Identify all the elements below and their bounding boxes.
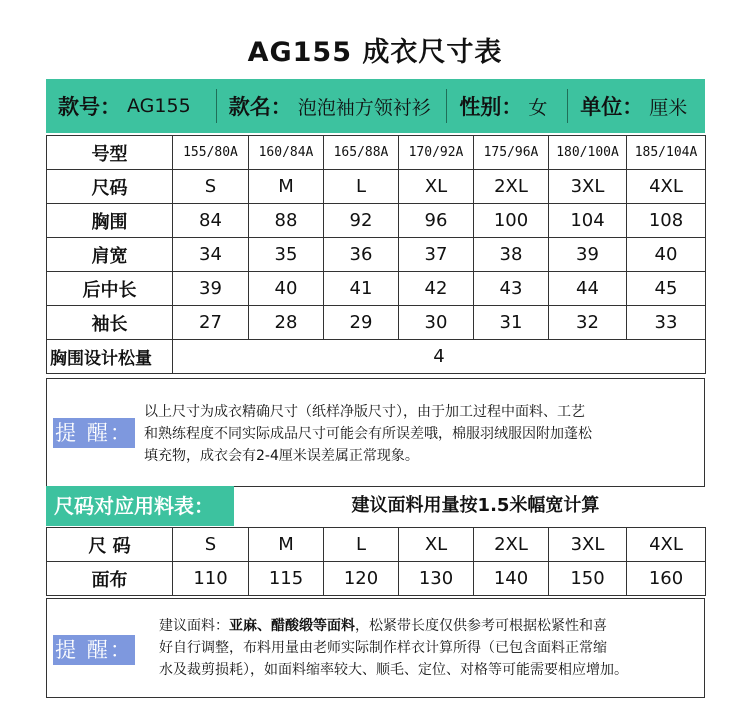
table-cell: 96 — [399, 204, 474, 238]
fabric-note: 建议面料用量按1.5米幅宽计算 — [351, 495, 600, 516]
fabric-header — [46, 486, 705, 526]
table-cell: 130 — [399, 562, 474, 596]
reminder-line: 填充物，成衣会有2-4厘米误差属正常现象。 — [144, 448, 419, 464]
table-row — [47, 306, 706, 340]
row-label: 面布 — [47, 562, 173, 596]
style-number-value: AG155 — [127, 95, 191, 117]
table-row — [47, 204, 706, 238]
table-cell: 160 — [627, 562, 706, 596]
table-cell: 32 — [549, 306, 627, 340]
table-cell: 155/80A — [173, 136, 249, 170]
reminder-badge: 提 醒： — [53, 635, 135, 665]
table-cell: L — [324, 170, 399, 204]
fabric-tag: 尺码对应用料表： — [46, 486, 234, 526]
gender — [447, 89, 568, 123]
table-cell: 44 — [549, 272, 627, 306]
reminder-emphasis: 亚麻、醋酸缎等面料 — [229, 618, 355, 634]
table-row — [47, 528, 706, 562]
table-cell: 34 — [173, 238, 249, 272]
fabric-table — [46, 527, 706, 596]
table-cell: 165/88A — [324, 136, 399, 170]
table-cell: 92 — [324, 204, 399, 238]
table-row — [47, 136, 706, 170]
table-cell: M — [249, 170, 324, 204]
table-cell: 27 — [173, 306, 249, 340]
reminder-text — [144, 401, 700, 467]
table-cell: 160/84A — [249, 136, 324, 170]
style-name — [217, 89, 448, 123]
table-cell: L — [324, 528, 399, 562]
reminder-line: 以上尺寸为成衣精确尺寸（纸样净版尺寸），由于加工过程中面料、工艺 — [144, 404, 585, 420]
table-cell: 150 — [549, 562, 627, 596]
table-cell: 33 — [627, 306, 706, 340]
style-number — [46, 89, 217, 123]
table-cell: 28 — [249, 306, 324, 340]
table-cell: S — [173, 170, 249, 204]
table-cell: 4XL — [627, 528, 706, 562]
row-label: 尺码 — [47, 170, 173, 204]
unit — [568, 89, 705, 123]
table-row — [47, 238, 706, 272]
table-cell: 170/92A — [399, 136, 474, 170]
table-cell: 29 — [324, 306, 399, 340]
gender-key: 性别： — [459, 95, 523, 119]
table-cell: 84 — [173, 204, 249, 238]
table-cell: 100 — [474, 204, 549, 238]
table-cell: 45 — [627, 272, 706, 306]
table-cell: 40 — [249, 272, 324, 306]
table-cell: 38 — [474, 238, 549, 272]
table-cell: 2XL — [474, 170, 549, 204]
table-cell: 39 — [549, 238, 627, 272]
table-cell: 36 — [324, 238, 399, 272]
table-cell: 4XL — [627, 170, 706, 204]
reminder-line: 和熟练程度不同实际成品尺寸可能会有所误差哦，棉服羽绒服因附加蓬松 — [144, 426, 592, 442]
table-cell: 43 — [474, 272, 549, 306]
table-cell: 140 — [474, 562, 549, 596]
page-title: AG155 成衣尺寸表 — [247, 37, 503, 68]
table-cell: 108 — [627, 204, 706, 238]
table-cell: S — [173, 528, 249, 562]
table-cell: 37 — [399, 238, 474, 272]
reminder-line — [159, 615, 701, 637]
table-cell: 41 — [324, 272, 399, 306]
unit-key: 单位： — [580, 95, 644, 119]
table-cell: 185/104A — [627, 136, 706, 170]
table-cell: 180/100A — [549, 136, 627, 170]
table-cell: 42 — [399, 272, 474, 306]
style-name-key: 款名： — [228, 95, 292, 119]
reminder-line: 好自行调整，布料用量由老师实际制作样衣计算所得（已包含面料正常缩 — [159, 640, 607, 656]
table-cell: 110 — [173, 562, 249, 596]
row-label: 肩宽 — [47, 238, 173, 272]
table-row — [47, 170, 706, 204]
table-cell: 104 — [549, 204, 627, 238]
table-cell: 35 — [249, 238, 324, 272]
table-cell: 2XL — [474, 528, 549, 562]
reminder-line: 水及裁剪损耗），如面料缩率较大、顺毛、定位、对格等可能需要相应增加。 — [159, 662, 628, 678]
row-label: 尺 码 — [47, 528, 173, 562]
table-cell: 3XL — [549, 528, 627, 562]
table-cell: 31 — [474, 306, 549, 340]
gender-value: 女 — [528, 96, 548, 119]
table-cell: 30 — [399, 306, 474, 340]
info-bar — [46, 79, 705, 133]
row-label: 胸围 — [47, 204, 173, 238]
row-label: 袖长 — [47, 306, 173, 340]
style-number-key: 款号： — [58, 95, 121, 119]
reminder-suffix: ，松紧带长度仅供参考可根据松紧性和喜 — [355, 618, 607, 634]
table-cell: 40 — [627, 238, 706, 272]
table-cell: 115 — [249, 562, 324, 596]
reminder-prefix: 建议面料： — [159, 618, 229, 634]
table-cell: 175/96A — [474, 136, 549, 170]
ease-label: 胸围设计松量 — [47, 340, 173, 374]
table-cell: 39 — [173, 272, 249, 306]
table-cell: M — [249, 528, 324, 562]
reminder-box — [46, 378, 705, 487]
table-cell: 3XL — [549, 170, 627, 204]
ease-value: 4 — [173, 340, 706, 374]
reminder-box — [46, 598, 705, 698]
table-row — [47, 272, 706, 306]
table-cell: XL — [399, 170, 474, 204]
table-cell: 88 — [249, 204, 324, 238]
table-cell: XL — [399, 528, 474, 562]
row-label: 后中长 — [47, 272, 173, 306]
reminder-badge: 提 醒： — [53, 418, 135, 448]
table-row — [47, 340, 706, 374]
table-row — [47, 562, 706, 596]
unit-value: 厘米 — [649, 96, 688, 119]
style-name-value: 泡泡袖方领衬衫 — [297, 96, 431, 119]
reminder-text — [159, 615, 701, 681]
row-label: 号型 — [47, 136, 173, 170]
size-table — [46, 135, 706, 374]
table-cell: 120 — [324, 562, 399, 596]
